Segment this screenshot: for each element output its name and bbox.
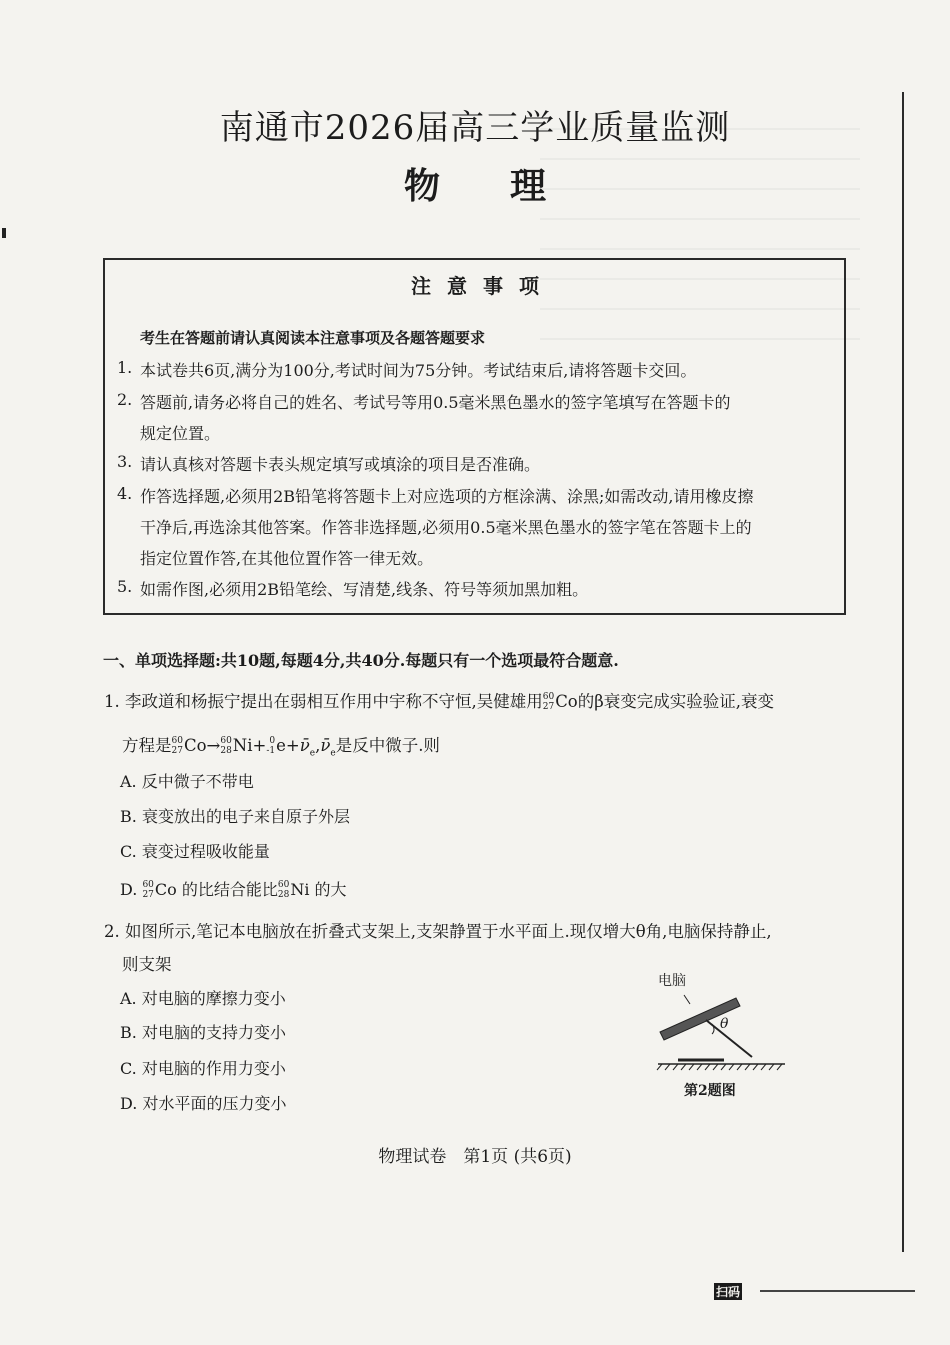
nuclide-ni <box>278 880 289 900</box>
q2-line-1: 2. 如图所示,笔记本电脑放在折叠式支架上,支架静置于水平面上.现仅增大θ角,电脑保持静止, <box>104 922 772 941</box>
atomic-number: 28 <box>220 745 232 756</box>
option-label: C. <box>120 842 137 861</box>
option-text: 对电脑的作用力变小 <box>141 1059 286 1078</box>
mass-number: 60 <box>171 735 183 746</box>
ground-hatching <box>657 1064 782 1070</box>
element-symbol: Co <box>555 692 578 711</box>
q1-option-b <box>120 804 350 827</box>
notice-heading: 注意事项 <box>411 274 555 298</box>
particle-electron <box>266 736 275 756</box>
option-label: D. <box>120 1094 138 1113</box>
q2-option-b <box>120 1020 286 1043</box>
option-text: 对电脑的摩擦力变小 <box>141 989 286 1008</box>
arrow-icon: → <box>206 736 221 755</box>
atomic-number: 27 <box>542 701 555 712</box>
q1-text: 方程是 <box>122 736 172 755</box>
charge-number: -1 <box>266 745 276 756</box>
mass-number: 60 <box>277 879 290 890</box>
antineutrino-symbol: ν̄ <box>299 736 310 755</box>
scan-mark <box>2 228 6 238</box>
qr-code-mark: 扫码 <box>716 1285 741 1299</box>
figure-label-theta: θ <box>720 1016 729 1032</box>
option-label: C. <box>120 1059 137 1078</box>
q2-line-2: 则支架 <box>122 955 172 974</box>
separator: , <box>315 736 321 755</box>
nuclide-co <box>543 692 554 712</box>
option-text: 反中微子不带电 <box>141 772 254 791</box>
notice-item-line: 指定位置作答,在其他位置作答一律无效。 <box>140 549 434 568</box>
nuclide-co <box>142 880 153 900</box>
element-symbol: Ni <box>290 880 310 899</box>
q1-option-c <box>120 839 270 862</box>
antineutrino-subscript: e <box>309 748 316 759</box>
q2-option-c <box>120 1056 286 1079</box>
notice-item-number: 3. <box>117 452 133 471</box>
label-leader-line <box>684 995 690 1004</box>
laptop-stand-figure <box>650 990 800 1080</box>
notice-item-line: 本试卷共6页,满分为100分,考试时间为75分钟。考试结束后,请将答题卡交回。 <box>140 361 697 380</box>
atomic-number: 28 <box>277 889 290 900</box>
notice-item-number: 4. <box>117 484 133 503</box>
subject-title: 物理 <box>403 165 616 207</box>
antineutrino-subscript: e <box>330 748 336 759</box>
notice-subheading: 考生在答题前请认真阅读本注意事项及各题答题要求 <box>140 329 486 347</box>
q1-option-d <box>120 877 347 901</box>
notice-item-line: 请认真核对答题卡表头规定填写或填涂的项目是否准确。 <box>140 455 541 474</box>
q1-text: 的β衰变完成实验验证,衰变 <box>577 692 775 711</box>
element-symbol: Co <box>154 880 177 899</box>
option-label: B. <box>120 1023 137 1042</box>
nuclide-ni <box>220 736 231 756</box>
element-symbol: Co <box>183 736 207 755</box>
notice-item-line: 干净后,再选涂其他答案。作答非选择题,必须用0.5毫米黑色墨水的签字笔在答题卡上的 <box>140 518 752 537</box>
binding-rule <box>902 92 904 1242</box>
q1-text: 是反中微子.则 <box>335 736 440 755</box>
q2-option-a <box>120 986 286 1009</box>
notice-item-line: 规定位置。 <box>140 424 221 443</box>
page-footer: 物理试卷 第1页 (共6页) <box>378 1147 572 1167</box>
q2-option-d <box>120 1091 286 1114</box>
atomic-number: 27 <box>142 889 154 900</box>
element-symbol: e+ <box>276 736 300 755</box>
q1-line-1 <box>104 688 774 713</box>
notice-item-number: 5. <box>117 577 133 596</box>
notice-item-number: 2. <box>117 390 133 409</box>
q1-option-a <box>120 769 254 792</box>
notice-item-line: 作答选择题,必须用2B铅笔将答题卡上对应选项的方框涂满、涂黑;如需改动,请用橡皮擦 <box>140 487 754 506</box>
mass-number: 60 <box>542 691 555 702</box>
option-text: 的大 <box>314 880 347 899</box>
option-label: A. <box>120 989 137 1008</box>
binding-rule-tick <box>902 1238 904 1252</box>
option-text: 衰变放出的电子来自原子外层 <box>141 807 350 826</box>
option-text: 的比结合能比 <box>181 880 278 899</box>
option-label: A. <box>120 772 137 791</box>
nuclide-co <box>172 736 183 756</box>
bottom-edge-line <box>760 1290 915 1292</box>
element-symbol: Ni+ <box>232 736 267 755</box>
section-heading: 一、单项选择题:共10题,每题4分,共40分.每题只有一个选项最符合题意. <box>103 651 619 670</box>
atomic-number: 27 <box>171 745 183 756</box>
mass-number: 60 <box>220 735 232 746</box>
notice-item-line: 答题前,请务必将自己的姓名、考试号等用0.5毫米黑色墨水的签字笔填写在答题卡的 <box>140 393 731 412</box>
option-text: 对水平面的压力变小 <box>142 1094 287 1113</box>
mass-number: 60 <box>142 879 154 890</box>
mass-number: 0 <box>269 735 276 746</box>
figure-label-computer: 电脑 <box>658 973 686 989</box>
exam-title: 南通市2026届高三学业质量监测 <box>219 108 731 148</box>
option-label: D. <box>120 880 138 899</box>
figure-caption: 第2题图 <box>684 1083 736 1099</box>
option-label: B. <box>120 807 137 826</box>
antineutrino-symbol: ν̄ <box>320 736 331 755</box>
q1-line-2 <box>122 732 440 758</box>
notice-item-number: 1. <box>117 358 133 377</box>
option-text: 对电脑的支持力变小 <box>141 1023 286 1042</box>
option-text: 衰变过程吸收能量 <box>141 842 270 861</box>
q1-text: 1. 李政道和杨振宁提出在弱相互作用中宇称不守恒,吴健雄用 <box>104 692 543 711</box>
notice-item-line: 如需作图,必须用2B铅笔绘、写清楚,线条、符号等须加黑加粗。 <box>140 580 589 599</box>
